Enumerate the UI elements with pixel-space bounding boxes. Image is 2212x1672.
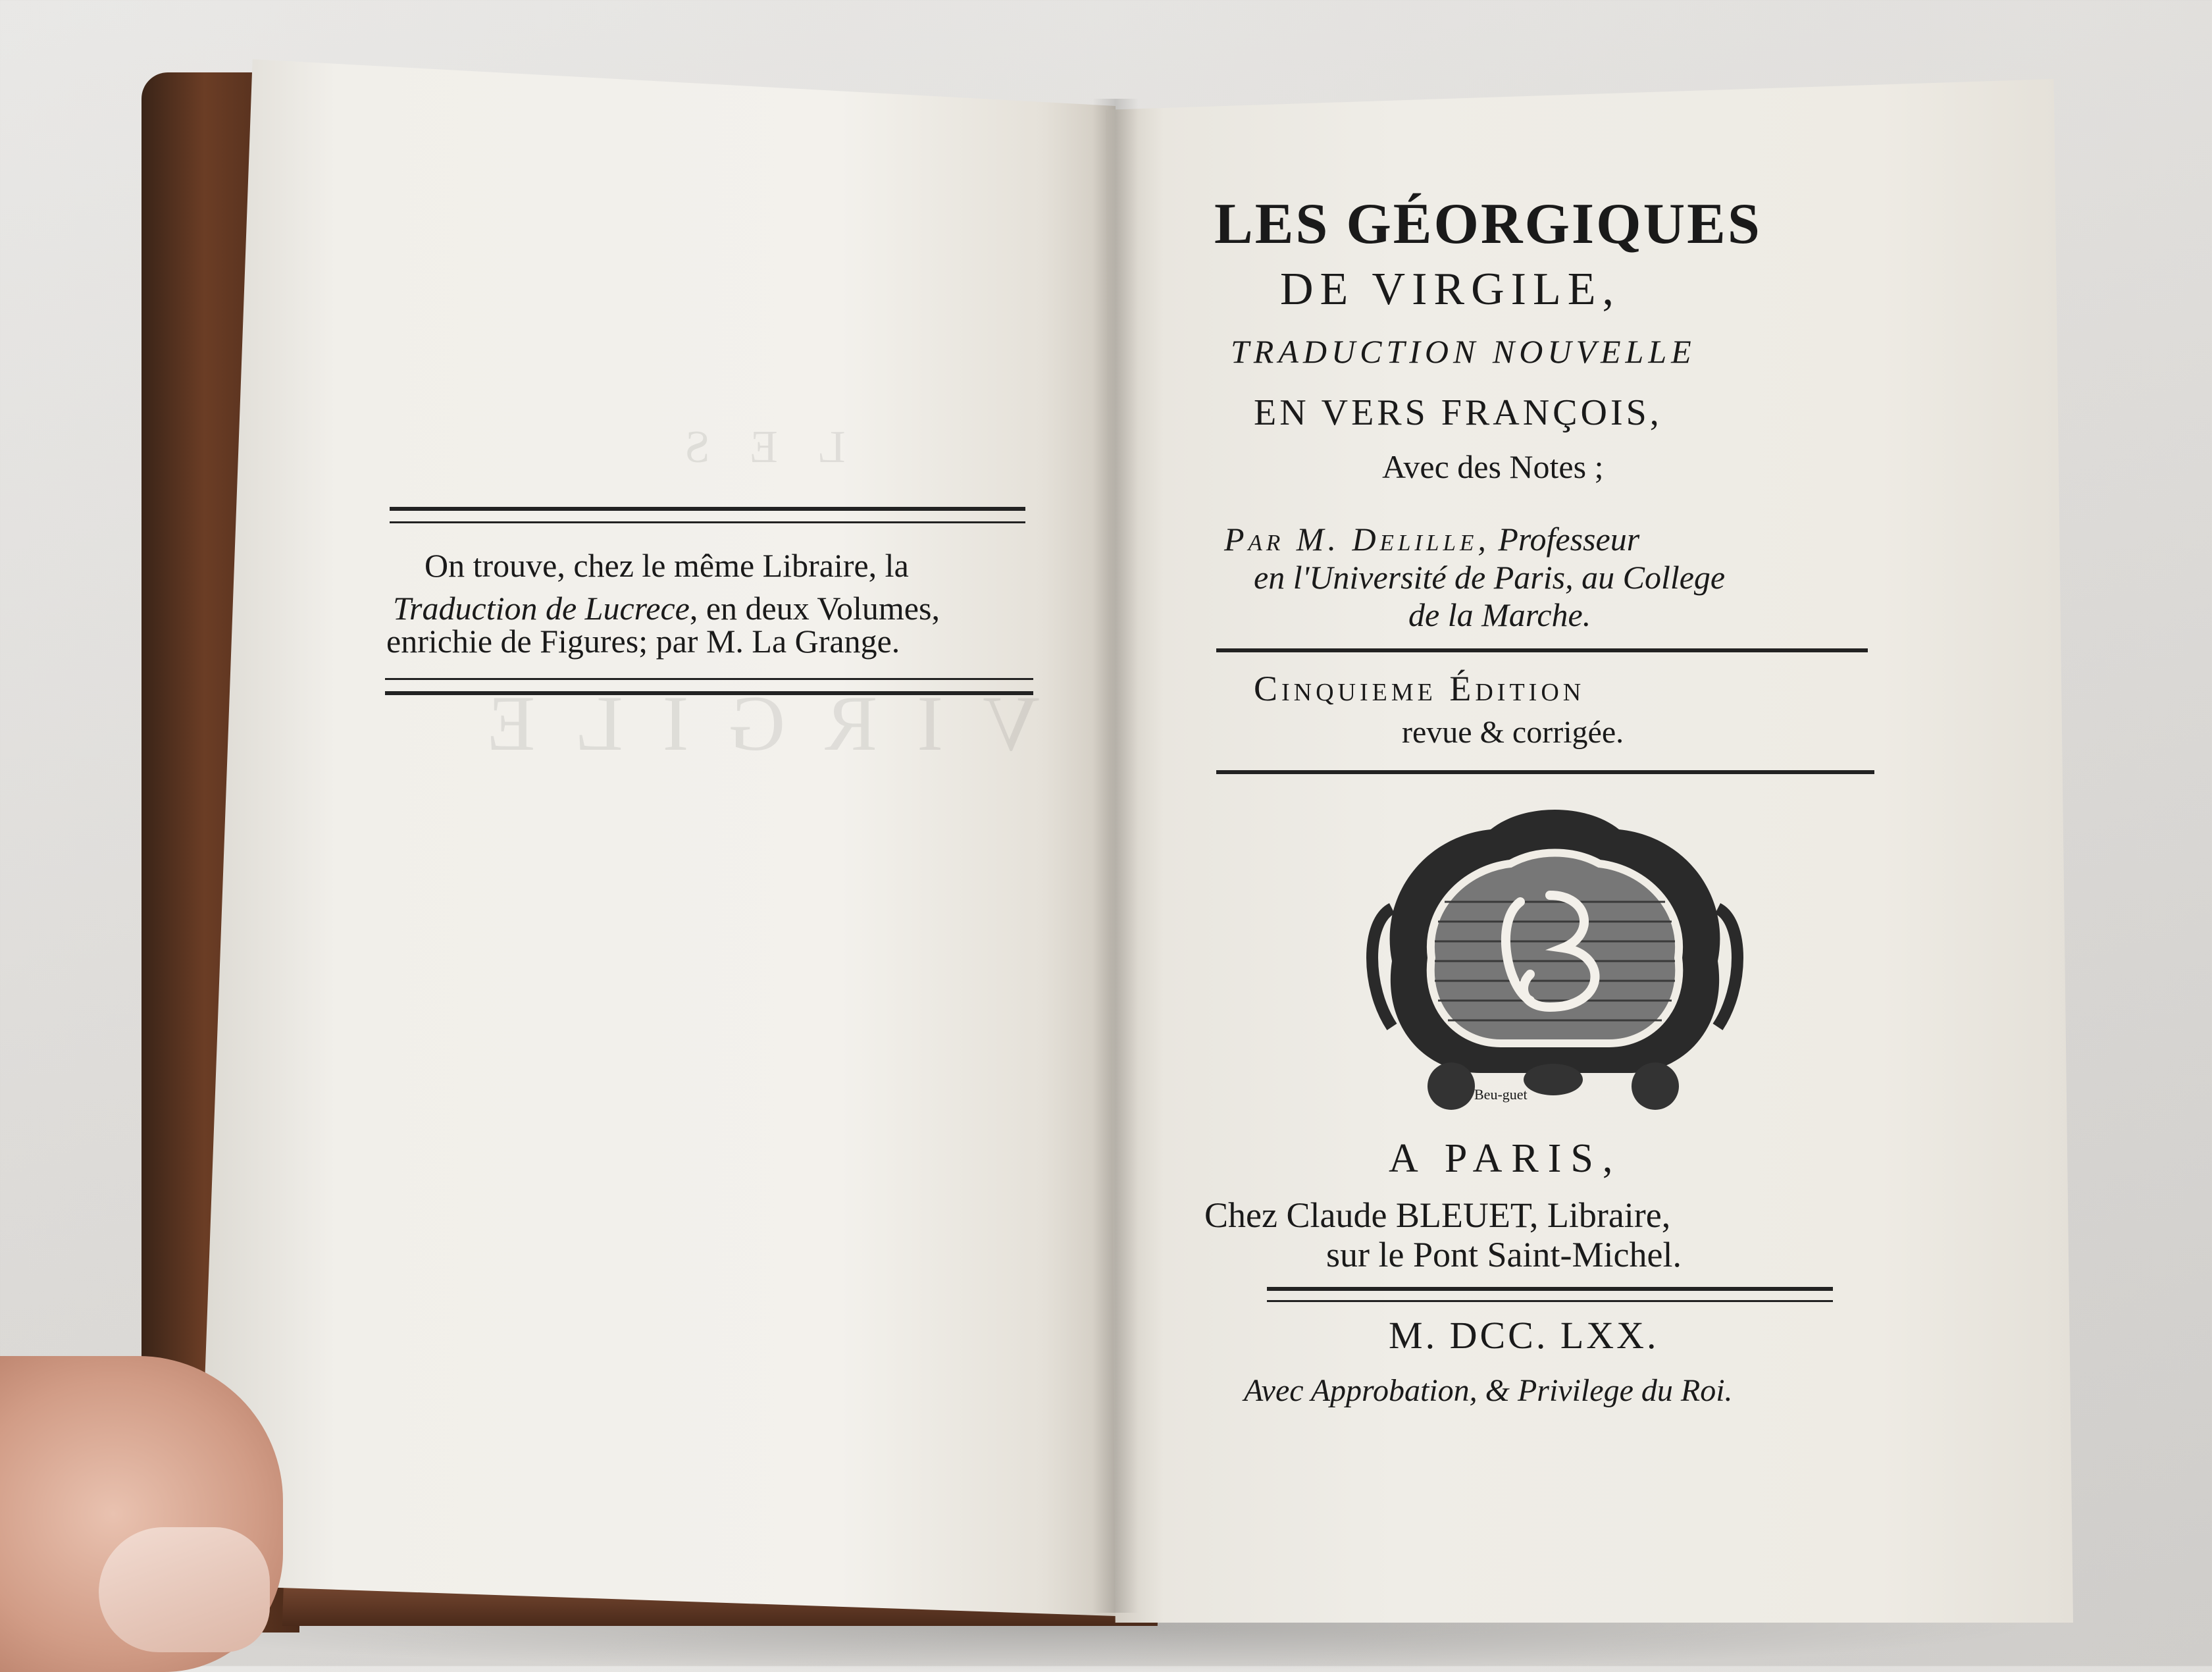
bleed-through-virgile: VIRGILE [448, 679, 1040, 767]
author-line-2: en l'Université de Paris, au College [1254, 559, 1726, 596]
year: M. DCC. LXX. [1389, 1314, 1659, 1357]
subtitle-traduction: TRADUCTION NOUVELLE [1231, 333, 1696, 370]
notice-line-2-rest: , en deux Volumes, [689, 590, 940, 627]
notice-top-rule-thin [390, 521, 1025, 523]
ornament-signature: Beu-guet [1474, 1086, 1528, 1103]
subtitle-notes: Avec des Notes ; [1382, 448, 1604, 485]
publisher-line-2: sur le Pont Saint-Michel. [1326, 1235, 1682, 1274]
notice-top-rule [390, 507, 1025, 511]
author-name: Par M. Delille, [1224, 521, 1490, 558]
title: LES GÉORGIQUES [1214, 192, 1762, 256]
subtitle-en-vers: EN VERS FRANÇOIS, [1254, 392, 1662, 433]
edition-line-2: revue & corrigée. [1402, 715, 1624, 750]
notice-bottom-rule-thin [385, 678, 1033, 680]
printers-ornament-icon [1352, 790, 1757, 1119]
left-page [197, 59, 1116, 1616]
notice-line-3: enrichie de Figures; par M. La Grange. [386, 623, 900, 660]
title-de-virgile: DE VIRGILE, [1280, 264, 1620, 315]
privilege: Avec Approbation, & Privilege du Roi. [1244, 1373, 1733, 1408]
book-gutter [1093, 99, 1139, 1613]
imprint-rule [1267, 1287, 1833, 1291]
bleed-through-les: LES [645, 422, 846, 473]
author-title: Professeur [1498, 521, 1640, 558]
edition-line-1: Cinquieme Édition [1254, 669, 1585, 708]
author-line-3: de la Marche. [1408, 596, 1591, 633]
edition-bottom-rule [1216, 770, 1874, 774]
author-line-1 [1224, 520, 1639, 558]
notice-bottom-rule [385, 691, 1033, 695]
imprint-rule-thin [1267, 1300, 1833, 1302]
edition-top-rule [1216, 648, 1868, 652]
notice-line-1: On trouve, chez le même Libraire, la [424, 547, 909, 584]
thumbnail [99, 1527, 270, 1652]
publisher-line-1: Chez Claude BLEUET, Libraire, [1204, 1195, 1671, 1235]
place: A PARIS, [1389, 1136, 1622, 1181]
notice-line-2-italic: Traduction de Lucrece [393, 590, 690, 627]
